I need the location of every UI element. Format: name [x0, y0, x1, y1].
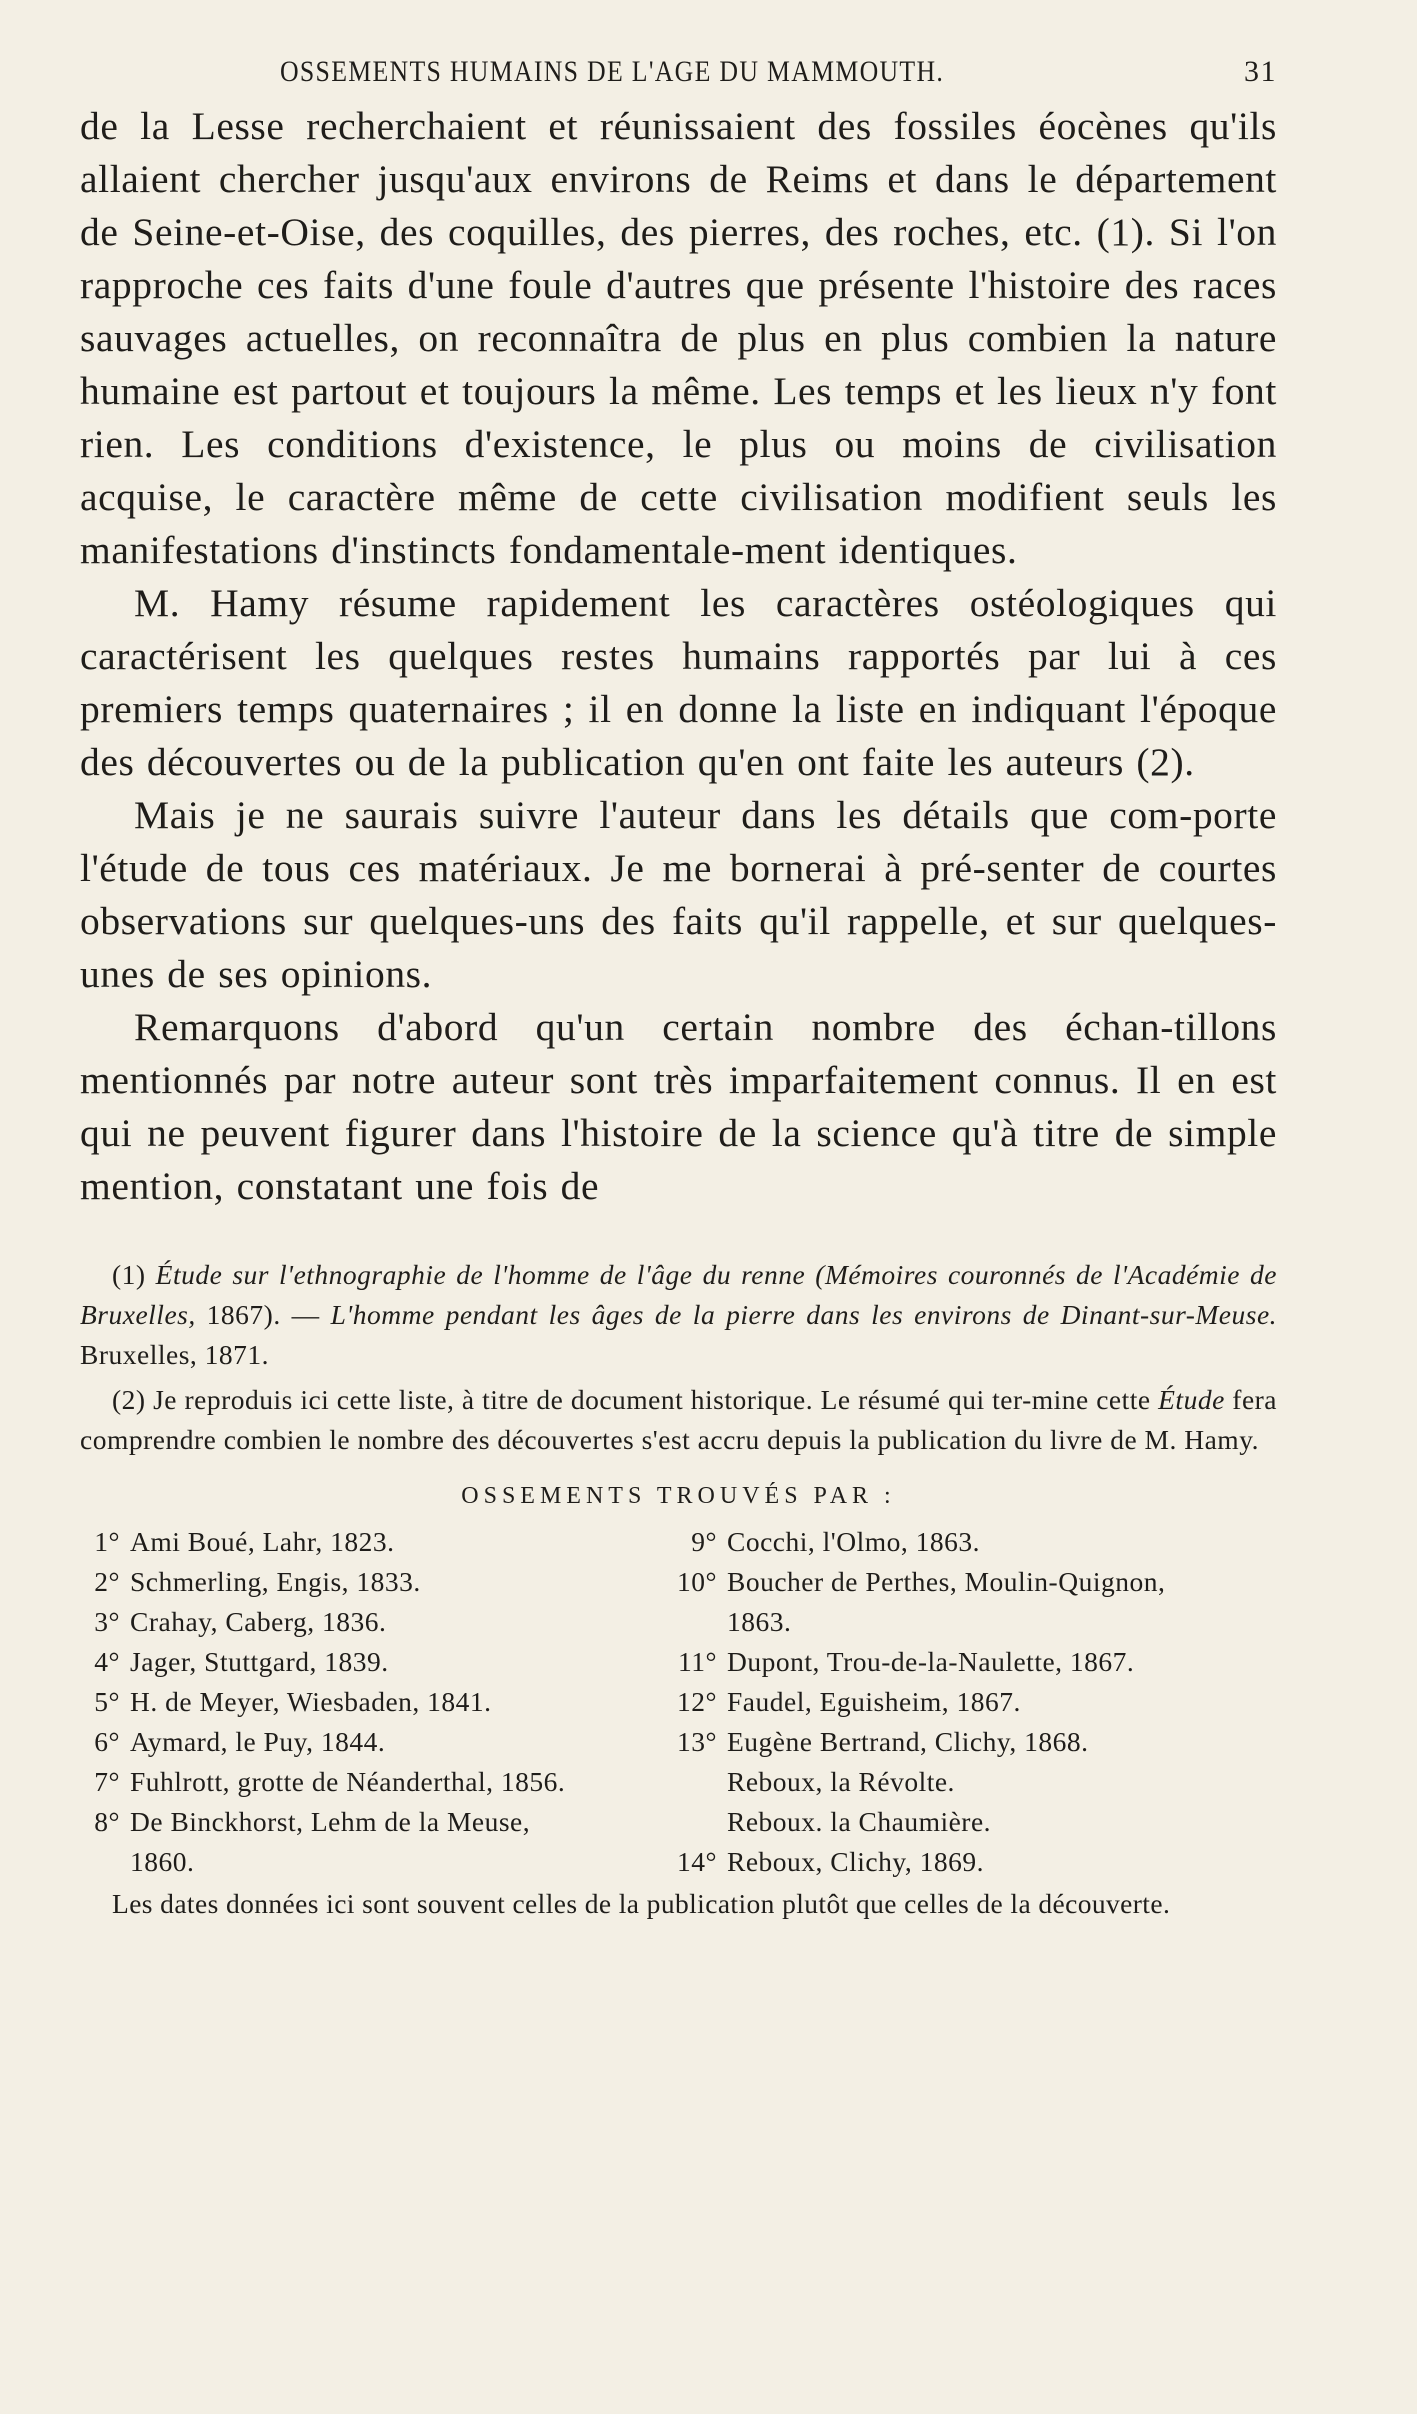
footnote-1-year: 1867). —	[206, 1299, 320, 1330]
main-text	[80, 100, 1277, 1213]
list-item: Reboux, la Révolte.	[727, 1766, 955, 1797]
footnote-1-place: Bruxelles, 1871.	[80, 1339, 270, 1370]
list-item: 13° Eugène Bertrand, Clichy, 1868.	[677, 1726, 1089, 1757]
footnote-2-marker: (2)	[112, 1384, 146, 1415]
finds-column-right	[677, 1522, 1277, 1882]
list-item: 6° Aymard, le Puy, 1844.	[94, 1726, 386, 1757]
footnote-1-marker: (1)	[112, 1259, 146, 1290]
footnote-2-text-a: Je reproduis ici cette liste, à titre de document historique. Le résumé qui ter-mine cette	[153, 1384, 1151, 1415]
list-item: 14° Reboux, Clichy, 1869.	[677, 1846, 984, 1877]
list-item: 9° Cocchi, l'Olmo, 1863.	[691, 1526, 981, 1557]
list-item: 8° De Binckhorst, Lehm de la Meuse,	[94, 1806, 531, 1837]
finds-list-title: OSSEMENTS TROUVÉS PAR :	[461, 1483, 896, 1509]
paragraph-1: de la Lesse recherchaient et réunissaient des fossiles éocènes qu'ils allaient chercher jusqu'aux environs de Reims et dans le département de Seine-et-Oise, des coquilles, des pierres, des roches, etc. (1). Si l'on rapproche ces faits d'une foule d'autres que présente l'histoire des races sauvages actuelles, on reconnaîtra de plus en plus combien la nature humaine est partout et toujours la même. Les temps et les lieux n'y font rien. Les conditions d'existence, le plus ou moins de civilisation acquise, le caractère même de cette civilisation modifient seuls les manifestations d'instincts fondamentale-ment identiques.	[80, 104, 1277, 572]
finds-list	[80, 1522, 1277, 1882]
list-item: 11° Dupont, Trou-de-la-Naulette, 1867.	[678, 1646, 1135, 1677]
list-item: 1° Ami Boué, Lahr, 1823.	[94, 1526, 395, 1557]
paragraph-3: Mais je ne saurais suivre l'auteur dans les détails que com-porte l'étude de tous ces matériaux. Je me bornerai à pré-senter de courtes observations sur quelques-uns des faits qu'il rappelle, et sur quelques-unes de ses opinions.	[80, 793, 1277, 996]
finds-column-left	[80, 1522, 640, 1882]
footnote-2-text-b: fera comprendre combien le nombre des découvertes s'est accru depuis la publication du livre de M. Hamy.	[80, 1384, 1278, 1455]
list-item: 3° Crahay, Caberg, 1836.	[94, 1606, 387, 1637]
footnote-1-title-1: Étude sur l'ethnographie de l'homme de l'âge du renne	[155, 1259, 806, 1290]
list-item-continuation: 1860.	[130, 1846, 195, 1877]
paragraph-4: Remarquons d'abord qu'un certain nombre des échan-tillons mentionnés par notre auteur sont très imparfaitement connus. Il en est qui ne peuvent figurer dans l'histoire de la science qu'à titre de simple mention, constatant une fois de	[80, 1005, 1277, 1208]
list-item: 7° Fuhlrott, grotte de Néanderthal, 1856.	[94, 1766, 566, 1797]
footnote-2-italic: Étude	[1158, 1384, 1225, 1415]
list-item: 2° Schmerling, Engis, 1833.	[94, 1566, 421, 1597]
footnote-2	[80, 1380, 1277, 1460]
list-item: Reboux. la Chaumière.	[727, 1806, 992, 1837]
footnote-1	[80, 1255, 1277, 1375]
footnotes	[80, 1255, 1277, 1926]
running-title: OSSEMENTS HUMAINS DE L'AGE DU MAMMOUTH.	[280, 55, 945, 88]
list-item: 4° Jager, Stuttgard, 1839.	[94, 1646, 389, 1677]
list-item-continuation: 1863.	[727, 1606, 792, 1637]
list-note: Les dates données ici sont souvent celles de la publication plutôt que celles de la découverte.	[112, 1888, 1171, 1919]
running-header	[80, 50, 1277, 100]
list-item: 12° Faudel, Eguisheim, 1867.	[677, 1686, 1021, 1717]
footnote-1-title-2: L'homme pendant les âges de la pierre dans les environs de Dinant-sur-Meuse.	[330, 1299, 1278, 1330]
list-item: 10° Boucher de Perthes, Moulin-Quignon,	[677, 1566, 1166, 1597]
list-item: 5° H. de Meyer, Wiesbaden, 1841.	[94, 1686, 492, 1717]
page-number: 31	[1244, 55, 1277, 88]
paragraph-2: M. Hamy résume rapidement les caractères ostéologiques qui caractérisent les quelques restes humains rapportés par lui à ces premiers temps quaternaires ; il en donne la liste en indiquant l'époque des découvertes ou de la publication qu'en ont faite les auteurs (2).	[80, 581, 1277, 784]
footnote-1-paren: (Mémoires couronnés de l'Académie de Bruxelles,	[80, 1259, 1277, 1330]
